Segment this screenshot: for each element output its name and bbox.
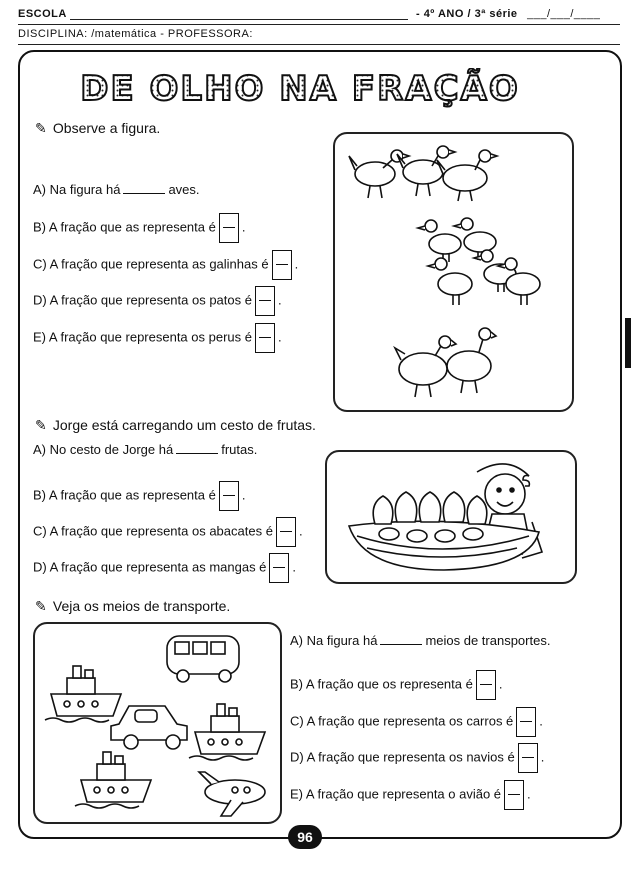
s3-fraction-box-c[interactable]	[516, 707, 536, 737]
worksheet-title	[70, 68, 530, 108]
disciplina-label: DISCIPLINA: /matemática - PROFESSORA:	[18, 28, 253, 40]
pear-icon	[373, 496, 393, 524]
s1-question-a: A) Na figura há aves.	[33, 182, 200, 197]
s2-answer-a[interactable]	[176, 443, 218, 454]
s3-fraction-box-d[interactable]	[518, 743, 538, 773]
header-line-1	[18, 8, 600, 20]
transport-illustration	[35, 624, 280, 822]
pencil-icon: ✎	[35, 120, 47, 136]
escola-label: ESCOLA	[18, 8, 67, 20]
s3-fraction-box-e[interactable]	[504, 780, 524, 810]
s1-fraction-box-d[interactable]	[255, 286, 275, 316]
pear-icon	[443, 492, 464, 522]
mango-icon	[407, 530, 427, 542]
page-number: 96	[288, 825, 322, 849]
s3-question-a: A) Na figura há meios de transportes.	[290, 633, 551, 648]
s1-fraction-box-b[interactable]	[219, 213, 239, 243]
s3-question-d: D) A fração que representa os navios é .	[290, 743, 544, 773]
pear-icon	[419, 492, 440, 522]
section1-intro	[35, 120, 160, 137]
fruit-basket-picture	[325, 450, 577, 584]
airplane-icon	[199, 772, 265, 816]
s3-question-e: E) A fração que representa o avião é .	[290, 780, 531, 810]
s3-question-c: C) A fração que representa os carros é .	[290, 707, 543, 737]
birds-picture	[333, 132, 574, 412]
s1-question-b: B) A fração que as representa é .	[33, 213, 245, 243]
s1-fraction-box-c[interactable]	[272, 250, 292, 280]
section2-intro-text: Jorge está carregando um cesto de frutas.	[52, 417, 316, 433]
duck-icon	[428, 258, 472, 305]
s3-fraction-box-b[interactable]	[476, 670, 496, 700]
escola-blank[interactable]	[70, 9, 408, 20]
section3-intro-text: Veja os meios de transporte.	[52, 598, 231, 614]
s1-fraction-box-e[interactable]	[255, 323, 275, 353]
basket-icon	[349, 521, 539, 570]
transport-picture	[33, 622, 282, 824]
pencil-icon: ✎	[35, 598, 47, 614]
mango-icon	[435, 530, 455, 542]
boy-with-basket-illustration	[327, 452, 575, 582]
section3-intro	[35, 598, 230, 615]
turkey-icon	[447, 328, 496, 393]
header-line-2	[18, 28, 253, 40]
date-field[interactable]: ___/___/____	[527, 8, 601, 20]
s1-question-e: E) A fração que representa os perus é .	[33, 323, 282, 353]
mango-icon	[379, 528, 399, 540]
pear-icon	[467, 496, 487, 524]
mango-icon	[463, 528, 483, 540]
car-icon	[111, 706, 187, 749]
s2-question-a: A) No cesto de Jorge há frutas.	[33, 442, 258, 457]
s1-answer-a[interactable]	[123, 183, 165, 194]
s1-question-d: D) A fração que representa os patos é .	[33, 286, 282, 316]
bus-icon	[167, 636, 239, 682]
pencil-icon: ✎	[35, 417, 47, 433]
birds-illustration	[335, 134, 572, 410]
s2-question-b: B) A fração que as representa é .	[33, 481, 245, 511]
ship-icon	[75, 752, 151, 808]
ship-icon	[189, 704, 265, 760]
s3-answer-a[interactable]	[380, 634, 422, 645]
s3-question-b: B) A fração que os representa é .	[290, 670, 502, 700]
ship-icon	[45, 666, 121, 722]
s1-question-c: C) A fração que representa as galinhas é .	[33, 250, 298, 280]
section2-intro	[35, 417, 316, 434]
pear-icon	[395, 492, 416, 522]
s2-fraction-box-c[interactable]	[276, 517, 296, 547]
s2-question-c: C) A fração que representa os abacates é .	[33, 517, 303, 547]
s2-question-d: D) A fração que representa as mangas é .	[33, 553, 296, 583]
s2-fraction-box-d[interactable]	[269, 553, 289, 583]
s2-fraction-box-b[interactable]	[219, 481, 239, 511]
section1-intro-text: Observe a figura.	[52, 120, 161, 136]
title-text: DE OLHO NA FRAÇÃO	[80, 69, 520, 108]
edge-mark	[625, 318, 631, 368]
grade-label: - 4º ANO / 3ª série	[415, 8, 518, 20]
